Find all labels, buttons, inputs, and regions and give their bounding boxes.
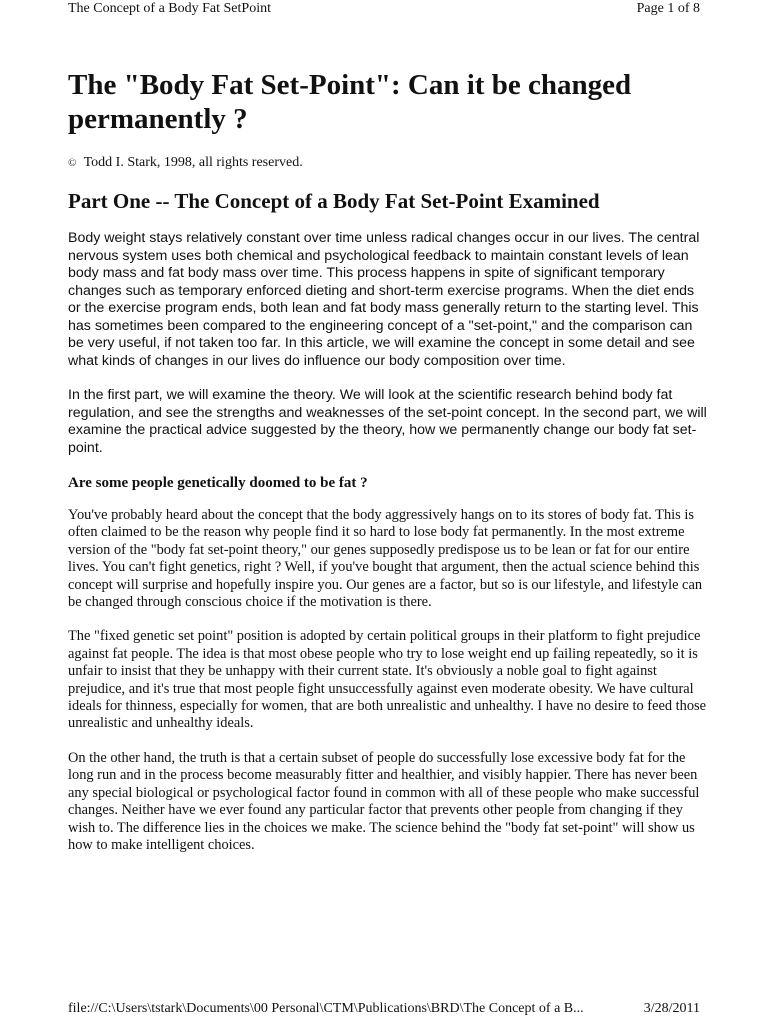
page-number: Page 1 of 8 [636, 1, 700, 16]
intro-paragraph: Body weight stays relatively constant over time unless radical changes occur in our lives. The central nervous system uses both chemical and psychological feedback to maintain constant levels of lean body mass and fat body mass over time. This process happens in spite of significant temporary changes such as temporary enforced dieting and short-term exercise programs. When the diet ends or the exercise program ends, both lean and fat body mass generally return to the starting level. This has sometimes been compared to the engineering concept of a "set-point," and the comparison can be very useful, if not taken too far. In this article, we will examine the concept in some detail and see what kinds of changes in our lives do influence our body composition over time. [68, 230, 700, 369]
section-heading: Are some people genetically doomed to be fat ? [68, 475, 368, 491]
body-paragraph: On the other hand, the truth is that a certain subset of people do successfully lose excessive body fat for the long run and in the process become measurably fitter and healthier, and visibly happier. There has never been any special biological or psychological factor found in common with all of these people who make successful changes. Neither have we ever found any particular factor that prevents other people from changing if they wish to. The difference lies in the choices we make. The science behind the "body fat set-point" will show us how to make intelligent choices. [68, 749, 700, 853]
page-header [68, 0, 700, 20]
body-paragraph: The "fixed genetic set point" position is adopted by certain political groups in their platform to fight prejudice against fat people. The idea is that most obese people who try to lose weight end up failing repeatedly, so it is unfair to insist that they be unhappy with their current state. It's obviously a noble goal to fight against prejudice, and it's true that most people fight unsuccessfully against even moderate obesity. We have cultural ideals for thinness, especially for women, that are both unrealistic and unhealthy. I have no desire to feed those unrealistic and unhealthy ideals. [68, 628, 707, 732]
header-title: The Concept of a Body Fat SetPoint [68, 1, 271, 16]
file-path: file://C:\Users\tstark\Documents\00 Personal\CTM\Publications\BRD\The Concept of a B... [68, 1001, 584, 1016]
copyright-text: Todd I. Stark, 1998, all rights reserved. [83, 155, 303, 170]
copyright-line [68, 154, 708, 172]
body-paragraph: You've probably heard about the concept that the body aggressively hangs on to its stores of body fat. This is often claimed to be the reason why people find it so hard to lose body fat permanently. In the most extreme version of the "body fat set-point theory," our genes supposedly predispose us to be lean or fat for our entire lives. You can't fight genetics, right ? Well, if you've bought that argument, then the actual science behind this concept will surprise and hopefully inspire you. Our genes are a factor, but so is our lifestyle, and lifestyle can be changed through conscious choice if the motivation is there. [68, 507, 703, 611]
intro-paragraph: In the first part, we will examine the theory. We will look at the scientific research behind body fat regulation, and see the strengths and weaknesses of the set-point concept. In the second part, we will examine the practical advice suggested by the theory, how we permanently change our body fat set-point. [68, 387, 707, 456]
article-title: The "Body Fat Set-Point": Can it be changed permanently ? [68, 69, 632, 135]
page-footer [68, 1000, 700, 1024]
part-heading: Part One -- The Concept of a Body Fat Set-Point Examined [68, 189, 600, 213]
article-body [68, 68, 708, 871]
print-date: 3/28/2011 [643, 1001, 700, 1016]
copyright-icon: © [68, 157, 77, 169]
